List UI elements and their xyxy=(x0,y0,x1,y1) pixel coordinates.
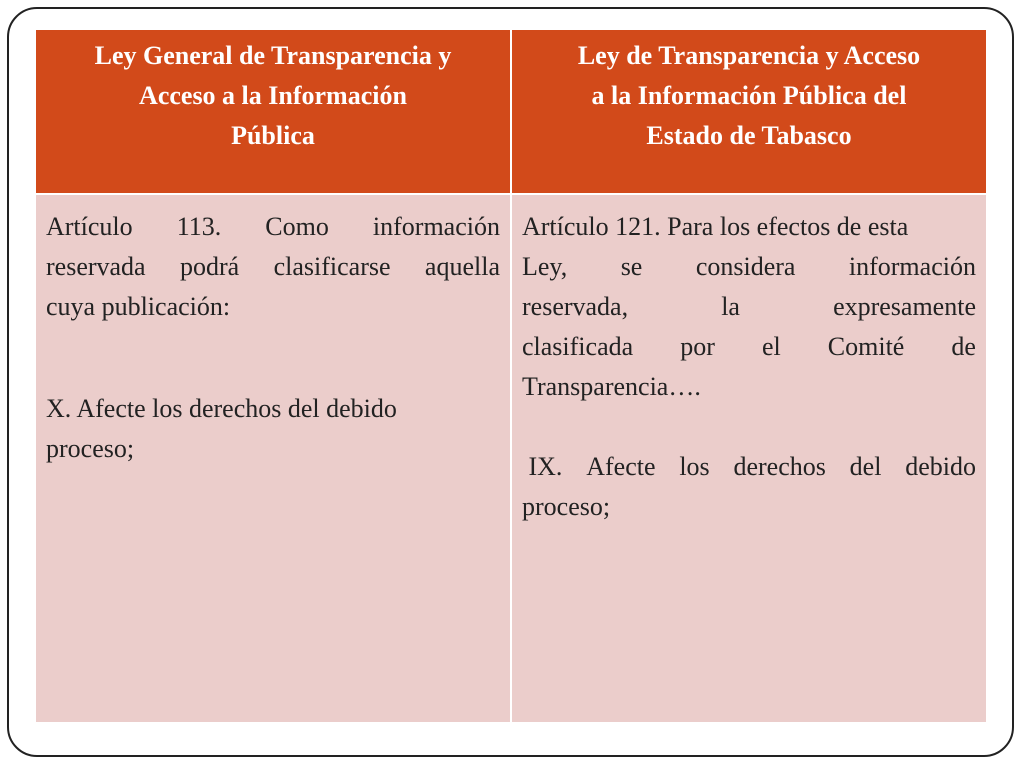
right-article-line-4 xyxy=(522,327,976,367)
word: clasificarse xyxy=(273,252,391,281)
word: Afecte xyxy=(586,452,656,481)
left-fraction-line-2: proceso; xyxy=(46,434,135,463)
word: se xyxy=(620,252,643,281)
spacer xyxy=(522,407,976,447)
right-fraction-line-2: proceso; xyxy=(522,492,611,521)
word: Comité xyxy=(827,332,905,361)
left-article-line-3: cuya publicación: xyxy=(46,292,231,321)
word: clasificada xyxy=(522,332,634,361)
right-fraction-line-1 xyxy=(522,447,976,487)
word: aquella xyxy=(424,252,500,281)
word: 113. xyxy=(176,212,222,241)
right-article-line-5: Transparencia…. xyxy=(522,372,701,401)
word: Ley, xyxy=(522,252,568,281)
word: reservada xyxy=(46,252,146,281)
header-right-line-2: a la Información Pública del xyxy=(591,81,907,110)
word: del xyxy=(849,452,882,481)
word: los xyxy=(679,452,710,481)
word: por xyxy=(680,332,715,361)
word: considera xyxy=(695,252,796,281)
word: el xyxy=(761,332,781,361)
word: la xyxy=(721,292,740,321)
left-article-line-2 xyxy=(46,247,500,287)
right-article-line-1: Artículo 121. Para los efectos de esta xyxy=(522,212,909,241)
header-left-line-1: Ley General de Transparencia y xyxy=(94,41,452,70)
word: de xyxy=(951,332,976,361)
left-article-line-1 xyxy=(46,207,500,247)
word: Como xyxy=(265,212,329,241)
right-article-line-3 xyxy=(522,287,976,327)
header-right xyxy=(512,30,986,193)
word: información xyxy=(848,252,976,281)
header-right-line-3: Estado de Tabasco xyxy=(646,121,852,150)
word: IX. xyxy=(522,452,563,481)
body-right xyxy=(512,195,986,722)
right-article-line-2 xyxy=(522,247,976,287)
header-right-line-1: Ley de Transparencia y Acceso xyxy=(577,41,921,70)
spacer xyxy=(46,367,500,389)
comparison-table xyxy=(36,30,986,722)
header-left-line-2: Acceso a la Información xyxy=(139,81,407,110)
left-fraction-line-1: X. Afecte los derechos del debido xyxy=(46,394,397,423)
word: derechos xyxy=(733,452,826,481)
header-left-line-3: Pública xyxy=(231,121,315,150)
word: información xyxy=(372,212,500,241)
word: podrá xyxy=(180,252,240,281)
spacer xyxy=(46,327,500,367)
word: Artículo xyxy=(46,212,133,241)
body-left xyxy=(36,195,510,722)
word: debido xyxy=(905,452,976,481)
word: expresamente xyxy=(833,292,976,321)
header-left xyxy=(36,30,510,193)
word: reservada, xyxy=(522,292,629,321)
